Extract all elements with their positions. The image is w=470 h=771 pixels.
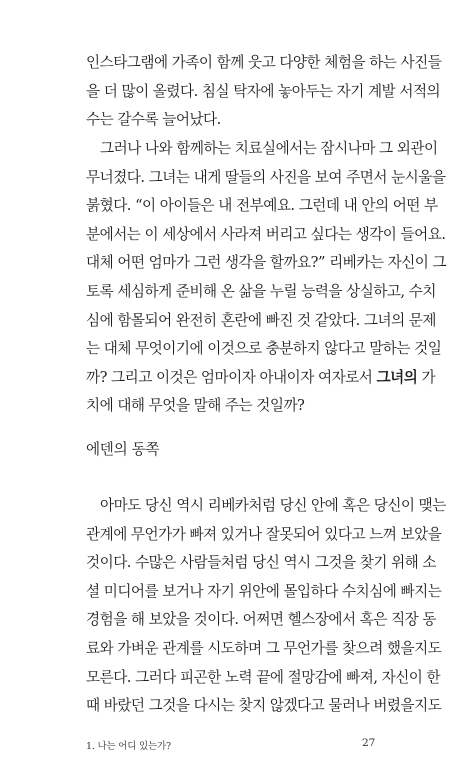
text-segment: 가 [417, 368, 436, 386]
running-footer-chapter: 1. 나는 어디 있는가? [86, 741, 171, 752]
text-line: 아마도 당신 역시 리베카처럼 당신 안에 혹은 당신이 맺는 [100, 497, 446, 514]
text-line: 료와 가벼운 관계를 시도하며 그 무언가를 찾으려 했을지도 [86, 639, 442, 657]
text-line: 무너졌다. 그녀는 내게 딸들의 사진을 보여 주면서 눈시울을 [86, 168, 446, 186]
text-line: 치에 대해 무엇을 말해 주는 것일까? [86, 397, 305, 415]
text-line: 붉혔다. “이 아이들은 내 전부예요. 그런데 내 안의 어떤 부 [86, 197, 438, 215]
text-line: 분에서는 이 세상에서 사라져 버리고 싶다는 생각이 들어요. [86, 225, 446, 243]
text-line-with-emphasis [86, 364, 436, 393]
text-line: 때 바랐던 그것을 다시는 찾지 않겠다고 물러나 버렸을지도 [86, 697, 442, 715]
paragraph-3 [86, 492, 446, 721]
paragraph-1 [86, 49, 442, 135]
text-line: 토록 세심하게 준비해 온 삶을 누릴 능력을 상실하고, 수치 [86, 282, 436, 300]
text-segment: 까? 그리고 이것은 엄마이자 아내이자 여자로서 [86, 368, 377, 386]
text-line: 셜 미디어를 보거나 자기 위안에 몰입하다 수치심에 빠지는 [86, 582, 442, 600]
text-line: 관계에 무언가가 빠져 있거나 잘못되어 있다고 느껴 보았을 [86, 525, 442, 543]
text-line: 을 더 많이 올렸다. 침실 탁자에 놓아두는 자기 계발 서적의 [86, 82, 441, 100]
text-line: 대체 어떤 엄마가 그런 생각을 할까요?” 리베카는 자신이 그 [86, 254, 447, 272]
emphasis-text: 그녀의 [376, 368, 418, 386]
text-line: 모른다. 그러다 피곤한 노력 끝에 절망감에 빠져, 자신이 한 [86, 668, 441, 686]
text-line: 그러나 나와 함께하는 치료실에서는 잠시나마 그 외관이 [100, 140, 438, 157]
paragraph-2 [86, 135, 447, 421]
text-line: 심에 함몰되어 완전히 혼란에 빠진 것 같았다. 그녀의 문제 [86, 311, 436, 329]
page-number: 27 [362, 737, 376, 749]
section-heading: 에덴의 동쪽 [86, 441, 160, 458]
text-line: 수는 갈수록 늘어났다. [86, 111, 221, 129]
text-line: 경험을 해 보았을 것이다. 어쩌면 헬스장에서 혹은 직장 동 [86, 611, 436, 629]
text-line: 인스타그램에 가족이 함께 웃고 다양한 체험을 하는 사진들 [86, 54, 442, 71]
text-line: 는 대체 무엇이기에 이것으로 충분하지 않다고 말하는 것일 [86, 340, 442, 358]
text-line: 것이다. 수많은 사람들처럼 당신 역시 그것을 찾기 위해 소 [86, 554, 436, 572]
